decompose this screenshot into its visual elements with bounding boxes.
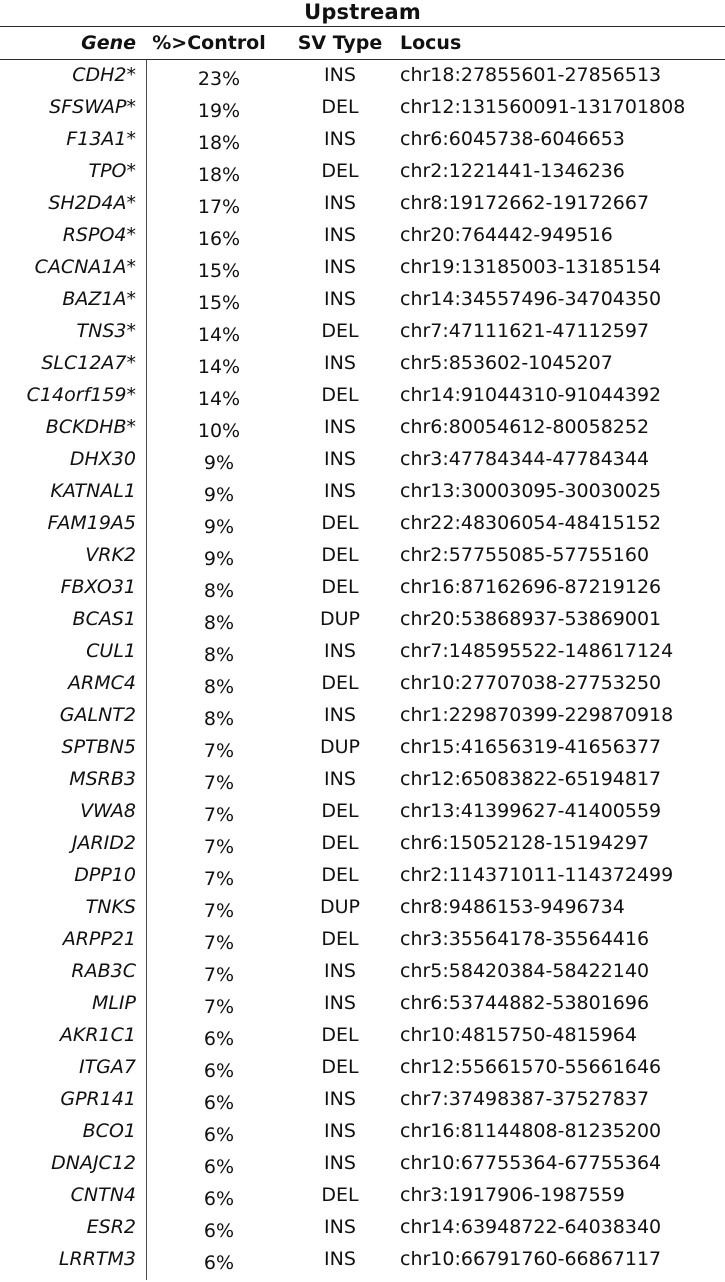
gene-cell: CUL1 [86, 640, 136, 662]
sv-type-cell: DEL [321, 1184, 359, 1206]
table-row [0, 380, 725, 412]
percent-control-cell: 9% [203, 452, 235, 474]
percent-control-cell: 18% [197, 164, 241, 186]
sv-type-cell: DEL [321, 384, 359, 406]
locus-cell: chr2:1221441-1346236 [400, 160, 625, 182]
gene-cell: ARMC4 [68, 672, 136, 694]
percent-control-cell: 6% [203, 1252, 235, 1274]
table-row [0, 668, 725, 700]
gene-cell: BCO1 [82, 1120, 136, 1142]
sv-type-cell: DEL [321, 864, 359, 886]
locus-cell: chr14:34557496-34704350 [400, 288, 662, 310]
percent-control-cell: 14% [197, 356, 241, 378]
table-body [0, 60, 725, 1276]
table-row [0, 860, 725, 892]
locus-cell: chr20:53868937-53869001 [400, 608, 662, 630]
locus-cell: chr6:6045738-6046653 [400, 128, 625, 150]
percent-control-cell: 6% [203, 1124, 235, 1146]
gene-cell: GPR141 [60, 1088, 136, 1110]
gene-cell: SLC12A7* [41, 352, 136, 374]
locus-cell: chr22:48306054-48415152 [400, 512, 662, 534]
percent-control-cell: 7% [203, 900, 235, 922]
gene-cell: RAB3C [71, 960, 136, 982]
header-locus: Locus [400, 32, 462, 54]
sv-type-cell: INS [324, 1088, 356, 1110]
gene-cell: CACNA1A* [34, 256, 136, 278]
gene-cell: TPO* [88, 160, 136, 182]
locus-cell: chr2:57755085-57755160 [400, 544, 650, 566]
sv-type-cell: INS [324, 960, 356, 982]
locus-cell: chr3:1917906-1987559 [400, 1184, 625, 1206]
locus-cell: chr8:19172662-19172667 [400, 192, 650, 214]
percent-control-cell: 9% [203, 484, 235, 506]
gene-cell: ITGA7 [78, 1056, 136, 1078]
sv-type-cell: DEL [321, 672, 359, 694]
percent-control-cell: 7% [203, 740, 235, 762]
table-row [0, 444, 725, 476]
locus-cell: chr18:27855601-27856513 [400, 64, 662, 86]
gene-cell: SFSWAP* [49, 96, 136, 118]
table-row [0, 1052, 725, 1084]
percent-control-cell: 7% [203, 996, 235, 1018]
gene-cell: C14orf159* [26, 384, 136, 406]
table-row [0, 956, 725, 988]
table-row [0, 1020, 725, 1052]
gene-cell: FBXO31 [60, 576, 136, 598]
gene-cell: BAZ1A* [62, 288, 136, 310]
locus-cell: chr13:30003095-30030025 [400, 480, 662, 502]
gene-cell: GALNT2 [59, 704, 136, 726]
table-row [0, 1244, 725, 1276]
sv-type-cell: INS [324, 640, 356, 662]
sv-type-cell: DEL [321, 320, 359, 342]
table-row [0, 988, 725, 1020]
sv-type-cell: INS [324, 768, 356, 790]
sv-type-cell: DEL [321, 800, 359, 822]
table-row [0, 476, 725, 508]
percent-control-cell: 10% [197, 420, 241, 442]
table-row [0, 924, 725, 956]
gene-cell: KATNAL1 [50, 480, 136, 502]
locus-cell: chr14:91044310-91044392 [400, 384, 662, 406]
table-row [0, 540, 725, 572]
gene-cell: VRK2 [85, 544, 136, 566]
sv-type-cell: INS [324, 288, 356, 310]
locus-cell: chr5:58420384-58422140 [400, 960, 650, 982]
header-gene: Gene [81, 32, 136, 54]
table-row [0, 700, 725, 732]
percent-control-cell: 6% [203, 1188, 235, 1210]
percent-control-cell: 14% [197, 388, 241, 410]
table-row [0, 1116, 725, 1148]
gene-cell: JARID2 [71, 832, 136, 854]
sv-type-cell: DEL [321, 576, 359, 598]
table-row [0, 1084, 725, 1116]
percent-control-cell: 6% [203, 1156, 235, 1178]
sv-type-cell: DEL [321, 96, 359, 118]
table-header-row [0, 27, 725, 59]
locus-cell: chr15:41656319-41656377 [400, 736, 662, 758]
table-row [0, 764, 725, 796]
table-row [0, 60, 725, 92]
percent-control-cell: 9% [203, 548, 235, 570]
locus-cell: chr13:41399627-41400559 [400, 800, 662, 822]
table-row [0, 220, 725, 252]
percent-control-cell: 19% [197, 100, 241, 122]
locus-cell: chr12:65083822-65194817 [400, 768, 662, 790]
gene-cell: BCAS1 [72, 608, 136, 630]
header-percent-control: %>Control [152, 32, 266, 54]
percent-control-cell: 6% [203, 1028, 235, 1050]
table-row [0, 1180, 725, 1212]
gene-cell: VWA8 [80, 800, 136, 822]
table-row [0, 188, 725, 220]
locus-cell: chr10:27707038-27753250 [400, 672, 662, 694]
sv-type-cell: DEL [321, 1024, 359, 1046]
percent-control-cell: 7% [203, 932, 235, 954]
gene-cell: BCKDHB* [45, 416, 136, 438]
table-row [0, 252, 725, 284]
table-row [0, 284, 725, 316]
percent-control-cell: 8% [203, 676, 235, 698]
percent-control-cell: 16% [197, 228, 241, 250]
locus-cell: chr2:114371011-114372499 [400, 864, 674, 886]
percent-control-cell: 8% [203, 644, 235, 666]
percent-control-cell: 7% [203, 868, 235, 890]
locus-cell: chr6:80054612-80058252 [400, 416, 650, 438]
locus-cell: chr6:15052128-15194297 [400, 832, 650, 854]
table-row [0, 1148, 725, 1180]
locus-cell: chr7:47111621-47112597 [400, 320, 650, 342]
locus-cell: chr5:853602-1045207 [400, 352, 613, 374]
gene-cell: TNS3* [76, 320, 136, 342]
locus-cell: chr6:53744882-53801696 [400, 992, 650, 1014]
table-row [0, 572, 725, 604]
locus-cell: chr10:67755364-67755364 [400, 1152, 662, 1174]
percent-control-cell: 8% [203, 708, 235, 730]
gene-cell: ESR2 [86, 1216, 136, 1238]
percent-control-cell: 15% [197, 260, 241, 282]
table-row [0, 604, 725, 636]
table-row [0, 508, 725, 540]
sv-type-cell: DEL [321, 512, 359, 534]
table-row [0, 124, 725, 156]
sv-type-cell: INS [324, 192, 356, 214]
locus-cell: chr16:81144808-81235200 [400, 1120, 662, 1142]
gene-cell: CNTN4 [70, 1184, 136, 1206]
locus-cell: chr20:764442-949516 [400, 224, 613, 246]
gene-cell: CDH2* [72, 64, 136, 86]
sv-type-cell: DUP [320, 896, 360, 918]
percent-control-cell: 7% [203, 836, 235, 858]
table-row [0, 1212, 725, 1244]
locus-cell: chr14:63948722-64038340 [400, 1216, 662, 1238]
sv-type-cell: DEL [321, 160, 359, 182]
sv-type-cell: INS [324, 224, 356, 246]
sv-type-cell: INS [324, 416, 356, 438]
sv-type-cell: INS [324, 128, 356, 150]
percent-control-cell: 23% [197, 68, 241, 90]
percent-control-cell: 17% [197, 196, 241, 218]
table-row [0, 892, 725, 924]
gene-cell: TNKS [85, 896, 136, 918]
percent-control-cell: 18% [197, 132, 241, 154]
percent-control-cell: 7% [203, 772, 235, 794]
table-row [0, 732, 725, 764]
sv-type-cell: INS [324, 1120, 356, 1142]
gene-cell: RSPO4* [62, 224, 136, 246]
sv-type-cell: DUP [320, 608, 360, 630]
percent-control-cell: 6% [203, 1060, 235, 1082]
sv-type-cell: INS [324, 1216, 356, 1238]
locus-cell: chr10:66791760-66867117 [400, 1248, 662, 1270]
locus-cell: chr10:4815750-4815964 [400, 1024, 637, 1046]
locus-cell: chr3:35564178-35564416 [400, 928, 650, 950]
percent-control-cell: 7% [203, 804, 235, 826]
sv-type-cell: INS [324, 64, 356, 86]
gene-cell: LRRTM3 [58, 1248, 136, 1270]
locus-cell: chr1:229870399-229870918 [400, 704, 674, 726]
gene-cell: DHX30 [69, 448, 136, 470]
percent-control-cell: 6% [203, 1092, 235, 1114]
percent-control-cell: 7% [203, 964, 235, 986]
sv-type-cell: INS [324, 448, 356, 470]
gene-cell: MSRB3 [69, 768, 136, 790]
gene-cell: DNAJC12 [51, 1152, 136, 1174]
sv-type-cell: INS [324, 256, 356, 278]
locus-cell: chr12:55661570-55661646 [400, 1056, 662, 1078]
sv-type-cell: DEL [321, 928, 359, 950]
locus-cell: chr19:13185003-13185154 [400, 256, 662, 278]
sv-type-cell: DEL [321, 832, 359, 854]
sv-type-cell: INS [324, 704, 356, 726]
locus-cell: chr16:87162696-87219126 [400, 576, 662, 598]
sv-type-cell: INS [324, 1248, 356, 1270]
sv-type-cell: INS [324, 1152, 356, 1174]
percent-control-cell: 6% [203, 1220, 235, 1242]
sv-type-cell: DEL [321, 1056, 359, 1078]
sv-type-cell: INS [324, 992, 356, 1014]
gene-cell: F13A1* [66, 128, 136, 150]
percent-control-cell: 8% [203, 580, 235, 602]
table-row [0, 92, 725, 124]
locus-cell: chr3:47784344-47784344 [400, 448, 650, 470]
table-row [0, 412, 725, 444]
sv-type-cell: INS [324, 480, 356, 502]
locus-cell: chr12:131560091-131701808 [400, 96, 686, 118]
percent-control-cell: 9% [203, 516, 235, 538]
table-row [0, 348, 725, 380]
gene-cell: AKR1C1 [59, 1024, 136, 1046]
percent-control-cell: 14% [197, 324, 241, 346]
locus-cell: chr7:148595522-148617124 [400, 640, 674, 662]
table-row [0, 156, 725, 188]
gene-cell: MLIP [91, 992, 136, 1014]
header-sv-type: SV Type [297, 32, 383, 54]
table-row [0, 636, 725, 668]
table-row [0, 828, 725, 860]
locus-cell: chr8:9486153-9496734 [400, 896, 625, 918]
sv-type-cell: DEL [321, 544, 359, 566]
locus-cell: chr7:37498387-37527837 [400, 1088, 650, 1110]
table-row [0, 316, 725, 348]
table-row [0, 796, 725, 828]
sv-type-cell: INS [324, 352, 356, 374]
gene-cell: SPTBN5 [61, 736, 136, 758]
table-title: Upstream [304, 0, 421, 24]
gene-cell: SH2D4A* [48, 192, 136, 214]
sv-type-cell: DUP [320, 736, 360, 758]
gene-cell: DPP10 [74, 864, 136, 886]
gene-cell: FAM19A5 [47, 512, 136, 534]
percent-control-cell: 15% [197, 292, 241, 314]
percent-control-cell: 8% [203, 612, 235, 634]
gene-cell: ARPP21 [62, 928, 136, 950]
